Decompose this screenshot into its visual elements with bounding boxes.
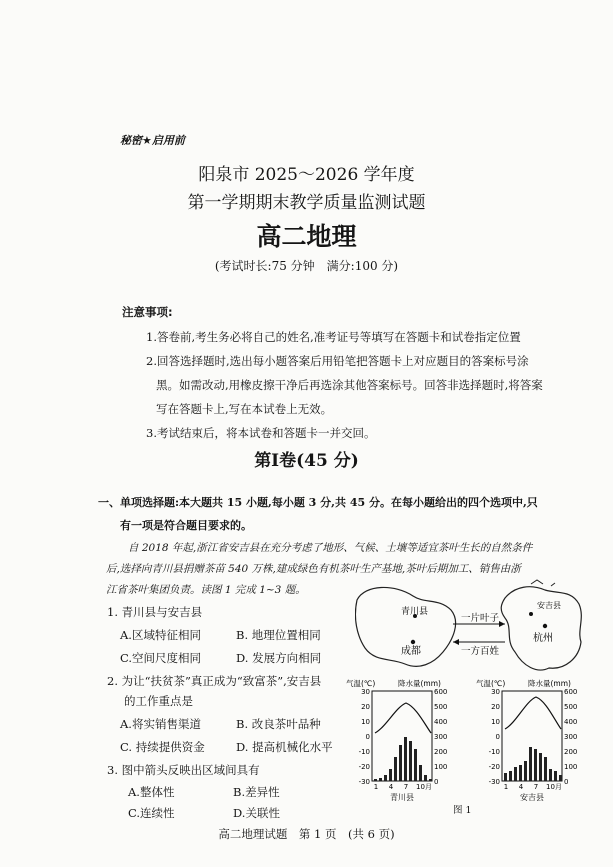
svg-text:30: 30 [361,688,370,696]
svg-text:4: 4 [518,783,524,791]
question-option: C. 持续提供资金 [120,740,205,754]
notice-item: 2.回答选择题时,选出每小题答案后用铅笔把答题卡上对应题目的答案标号涂 [146,354,529,368]
svg-text:600: 600 [564,688,578,696]
temp-curve [375,703,431,733]
svg-text:7: 7 [403,783,409,791]
svg-text:4: 4 [388,783,394,791]
precip-ticks [434,688,447,786]
chart-place: 青川县 [390,793,414,802]
question-option: D. 发展方向相同 [236,651,322,665]
zhejiang-outline [501,587,581,670]
month-ticks [504,783,562,791]
question-option: D. 提高机械化水平 [236,740,333,754]
subject-title: 高二地理 [256,222,357,251]
question-stem: 2. 为让“扶贫茶”真正成为“致富茶”,安吉县 [107,674,322,688]
time-info: (考试时长:75 分钟 满分:100 分) [214,259,399,273]
map-label: 一方百姓 [461,646,500,657]
svg-text:-30: -30 [488,778,500,786]
exam-title-line1: 阳泉市 2025～2026 学年度 [198,165,415,185]
chengdu-point [411,640,415,644]
chart-place: 安吉县 [520,793,544,802]
precip-axis-label: 降水量(mm) [528,679,571,688]
section-title: 第Ⅰ卷(45 分) [254,451,359,471]
svg-text:100: 100 [564,763,578,771]
svg-text:0: 0 [365,733,370,741]
svg-text:10: 10 [361,718,370,726]
notice-item: 3.考试结束后，将本试卷和答题卡一并交回。 [146,426,376,440]
svg-text:0: 0 [564,778,569,786]
section-instruction: 一、单项选择题:本大题共 15 小题,每小题 3 分,共 45 分。在每小题给出的四个选项中,只 [98,496,538,509]
svg-text:0: 0 [434,778,439,786]
question-stem: 1. 青川县与安吉县 [107,605,203,619]
svg-text:500: 500 [434,703,448,711]
svg-text:300: 300 [434,733,448,741]
passage-line: 后,选择向青川县捐赠茶苗 540 万株,建成绿色有机茶叶生产基地,茶叶后期加工、销售由浙 [106,563,521,575]
question-option: C.连续性 [128,806,175,820]
anji-point [529,612,533,616]
map-label: 青川县 [401,607,429,617]
notice-item: 黑。如需改动,用橡皮擦干净后再选涂其他答案标号。回答非选择题时,将答案 [156,378,543,392]
svg-text:400: 400 [564,718,578,726]
hangzhou-point [543,624,547,628]
svg-text:1: 1 [373,783,379,791]
svg-text:500: 500 [564,703,578,711]
svg-text:200: 200 [564,748,578,756]
region-map [355,578,585,678]
secret-label: 秘密★启用前 [120,134,185,147]
figure-caption: 图 1 [453,805,472,816]
notice-item: 写在答题卡上,写在本试卷上无效。 [156,402,333,416]
temp-axis-label: 气温(℃) [476,679,506,688]
notice-item: 1.答卷前,考生务必将自己的姓名,准考证号等填写在答题卡和试卷指定位置 [146,330,521,344]
map-label: 安吉县 [537,601,561,610]
temp-axis-label: 气温(℃) [346,679,376,688]
svg-text:-20: -20 [488,763,500,771]
climate-chart-qingchuan [346,677,452,802]
svg-text:10月: 10月 [416,783,432,791]
svg-text:100: 100 [434,763,448,771]
question-option: A.整体性 [128,785,175,799]
question-option: A.区域特征相同 [120,628,201,642]
question-option: B. 地理位置相同 [236,628,321,642]
question-option: B.差异性 [233,785,280,799]
temp-curve [505,697,561,729]
question-stem: 的工作重点是 [124,694,193,708]
svg-text:-10: -10 [358,748,370,756]
svg-text:-20: -20 [358,763,370,771]
passage-line: 江省茶叶集团负责。读图 1 完成 1~3 题。 [106,584,306,596]
svg-text:400: 400 [434,718,448,726]
map-label: 杭州 [533,633,553,644]
temp-ticks [489,688,500,786]
page-footer: 高二地理试题 第 1 页 (共 6 页) [218,827,395,841]
svg-text:1: 1 [503,783,509,791]
svg-text:20: 20 [491,703,500,711]
question-option: A.将实销售渠道 [120,717,201,731]
svg-text:20: 20 [361,703,370,711]
svg-text:200: 200 [434,748,448,756]
exam-title-line2: 第一学期期末教学质量监测试题 [187,193,426,213]
question-option: C.空间尺度相同 [120,651,202,665]
precip-axis-label: 降水量(mm) [398,679,441,688]
question-option: D.关联性 [233,806,280,820]
svg-text:7: 7 [533,783,539,791]
map-label: 成都 [401,646,421,657]
precip-bars [374,737,432,781]
svg-text:300: 300 [564,733,578,741]
svg-text:30: 30 [491,688,500,696]
svg-text:600: 600 [434,688,448,696]
map-label: 一片叶子 [461,613,500,624]
passage-line: 自 2018 年起,浙江省安吉县在充分考虑了地形、气候、土壤等适宜茶叶生长的自然条件 [128,542,533,554]
section-instruction: 有一项是符合题目要求的。 [120,519,252,532]
question-stem: 3. 图中箭头反映出区域间具有 [107,763,260,777]
month-ticks [374,783,432,791]
precip-bars [504,747,562,781]
svg-text:-10: -10 [488,748,500,756]
svg-text:0: 0 [495,733,500,741]
question-option: B. 改良茶叶品种 [236,717,321,731]
svg-text:-30: -30 [358,778,370,786]
notice-heading: 注意事项: [122,305,173,319]
svg-text:10: 10 [491,718,500,726]
temp-ticks [359,688,370,786]
svg-text:10月: 10月 [546,783,562,791]
climate-chart-anji [476,677,582,802]
precip-ticks [564,688,577,786]
